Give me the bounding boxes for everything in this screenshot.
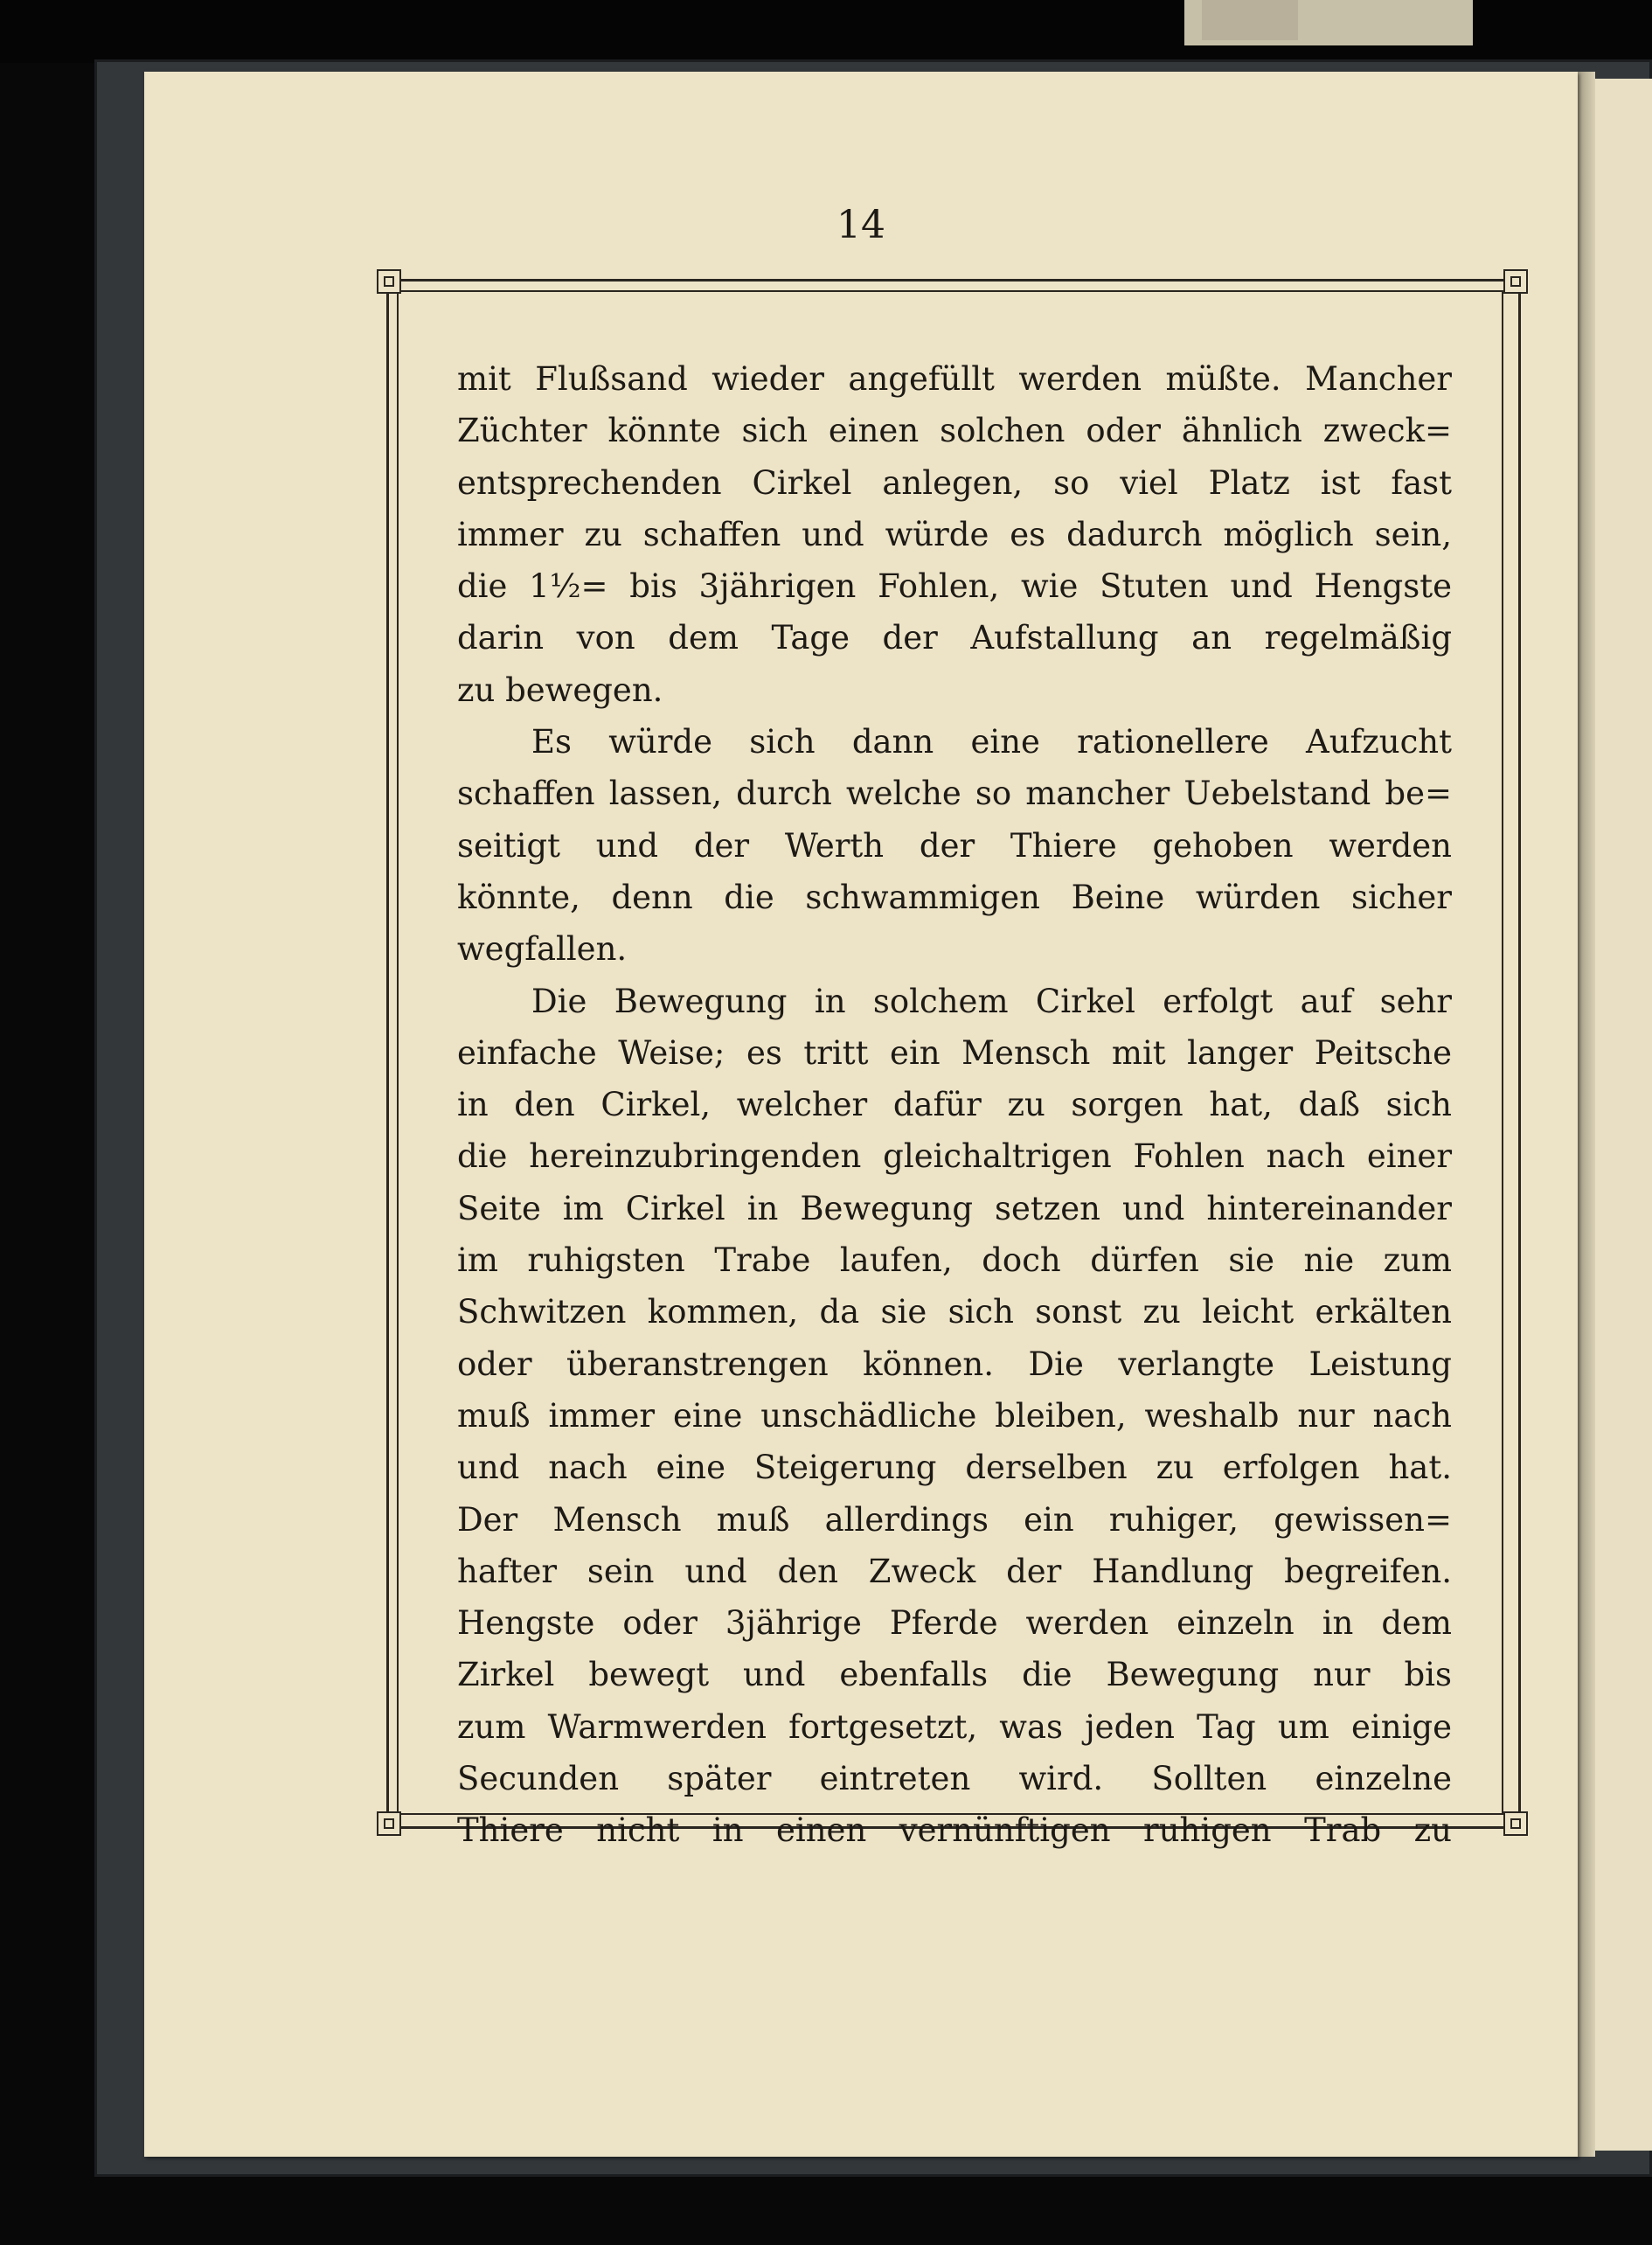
text-line: darin von dem Tage der Aufstallung an regelmäßig [457, 619, 1452, 657]
frame-corner-ornament [1503, 269, 1528, 294]
text-line: zu bewegen. [457, 671, 663, 709]
text-line: Secunden später eintreten wird. Sollten einzelne [457, 1760, 1452, 1798]
text-line: Zirkel bewegt und ebenfalls die Bewegung nur bis [457, 1656, 1452, 1694]
text-line: Züchter könnte sich einen solchen oder ähnlich zweck= [457, 412, 1452, 450]
book-page [144, 72, 1578, 2157]
text-line: muß immer eine unschädliche bleiben, weshalb nur nach [457, 1396, 1452, 1435]
text-line: entsprechenden Cirkel anlegen, so viel Platz ist fast [457, 463, 1452, 502]
text-line: Der Mensch muß allerdings ein ruhiger, gewissen= [457, 1500, 1452, 1539]
frame-corner-ornament [1503, 1811, 1528, 1836]
text-line: zum Warmwerden fortgesetzt, was jeden Tag um einige [457, 1707, 1452, 1746]
text-line: Seite im Cirkel in Bewegung setzen und hintereinander [457, 1189, 1452, 1227]
text-line: Die Bewegung in solchem Cirkel erfolgt auf sehr [531, 982, 1452, 1020]
text-line: oder überanstrengen können. Die verlangte Leistung [457, 1345, 1452, 1383]
text-line: und nach eine Steigerung derselben zu erfolgen hat. [457, 1449, 1452, 1487]
text-line: hafter sein und den Zweck der Handlung begreifen. [457, 1552, 1452, 1590]
text-line: in den Cirkel, welcher dafür zu sorgen hat, daß sich [457, 1086, 1452, 1124]
text-line: Schwitzen kommen, da sie sich sonst zu leicht erkälten [457, 1293, 1452, 1331]
page-gutter [1578, 72, 1595, 2157]
text-line: seitigt und der Werth der Thiere gehoben werden [457, 826, 1452, 865]
text-line: könnte, denn die schwammigen Beine würden sicher [457, 878, 1452, 916]
text-line: wegfallen. [457, 930, 628, 969]
next-page-edge [1595, 79, 1652, 2151]
page-number: 14 [836, 203, 885, 247]
text-line: einfache Weise; es tritt ein Mensch mit langer Peitsche [457, 1033, 1452, 1072]
frame-corner-ornament [377, 269, 401, 294]
text-line: Thiere nicht in einen vernünftigen ruhigen Trab zu [457, 1811, 1452, 1850]
text-line: schaffen lassen, durch welche so mancher Uebelstand be= [457, 775, 1452, 813]
body-text [457, 353, 1452, 1857]
text-line: die hereinzubringenden gleichaltrigen Fohlen nach einer [457, 1137, 1452, 1176]
text-line: immer zu schaffen und würde es dadurch möglich sein, [457, 515, 1452, 553]
tape-strip [1202, 0, 1298, 40]
text-line: im ruhigsten Trabe laufen, doch dürfen sie nie zum [457, 1241, 1452, 1280]
text-line: die 1½= bis 3jährigen Fohlen, wie Stuten und Hengste [457, 567, 1452, 606]
text-line: mit Flußsand wieder angefüllt werden müßte. Mancher [457, 360, 1452, 398]
text-line: Hengste oder 3jährige Pferde werden einzeln in dem [457, 1604, 1452, 1643]
frame-corner-ornament [377, 1811, 401, 1836]
text-line: Es würde sich dann eine rationellere Aufzucht [531, 723, 1452, 761]
